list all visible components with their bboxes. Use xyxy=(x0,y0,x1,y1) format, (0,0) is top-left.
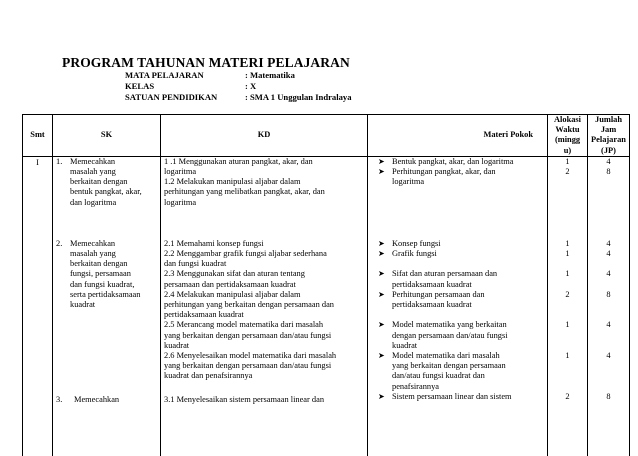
program-table xyxy=(22,114,630,456)
arrow-bullet-icon: ➤ xyxy=(378,350,385,360)
kd-line: 1 .1 Menggunakan aturan pangkat, akar, dan xyxy=(164,156,313,166)
jp-value: 4 xyxy=(606,320,611,330)
jp-value: 4 xyxy=(606,238,611,248)
header-sk: SK xyxy=(53,115,161,157)
arrow-bullet-icon: ➤ xyxy=(378,269,385,279)
sk-block-1 xyxy=(56,157,160,239)
jp-value: 8 xyxy=(606,391,611,401)
arrow-bullet-icon: ➤ xyxy=(378,238,385,248)
materi-line: logaritma xyxy=(392,177,425,187)
alokasi-value: 1 xyxy=(565,248,570,258)
alokasi-value: 1 xyxy=(565,320,570,330)
jp-value: 8 xyxy=(606,167,611,176)
arrow-bullet-icon: ➤ xyxy=(378,289,385,299)
arrow-bullet-icon: ➤ xyxy=(378,167,385,176)
header-line: Pelajaran xyxy=(591,135,626,145)
kd-block-2 xyxy=(164,239,363,395)
kd-line: yang berkaitan dengan persamaan dan/atau fungsi xyxy=(164,361,332,371)
sk-line: bentuk pangkat, akar, xyxy=(70,187,142,197)
sk-line: Memecahkan xyxy=(70,156,116,166)
meta-row-school xyxy=(125,92,352,103)
kd-line: dan fungsi kuadrat xyxy=(164,259,227,269)
header-materi-pokok: Materi Pokok xyxy=(368,115,548,157)
sk-line: masalah yang xyxy=(70,167,116,177)
kd-line: pertidaksamaan kuadrat xyxy=(164,310,244,320)
materi-line: Grafik fungsi xyxy=(392,248,437,258)
jp-value: 4 xyxy=(606,156,611,166)
materi-line: yang berkaitan dengan persamaan xyxy=(392,361,506,371)
sk-line: serta pertidaksamaan xyxy=(70,289,141,299)
kd-line: 2.5 Merancang model matematika dari masalah xyxy=(164,320,324,330)
sk-line: fungsi, persamaan xyxy=(70,269,131,279)
meta-label: SATUAN PENDIDIKAN xyxy=(125,92,218,102)
alokasi-value: 2 xyxy=(565,167,570,176)
materi-line: Sifat dan aturan persamaan dan xyxy=(392,269,498,279)
materi-item xyxy=(378,269,547,289)
meta-label: MATA PELAJARAN xyxy=(125,70,204,80)
kd-line: 2.4 Melakukan manipulasi aljabar dalam xyxy=(164,289,301,299)
page-title: PROGRAM TAHUNAN MATERI PELAJARAN xyxy=(62,55,350,70)
materi-line: Model matematika dari masalah xyxy=(392,350,500,360)
kd-line: 2.2 Menggambar grafik fungsi aljabar sederhana xyxy=(164,249,327,259)
cell-kd xyxy=(161,156,368,456)
materi-item xyxy=(378,320,547,351)
kd-line: persamaan dan pertidaksamaan kuadrat xyxy=(164,279,296,289)
sk-block-2 xyxy=(56,239,160,395)
alokasi-value: 1 xyxy=(565,238,570,248)
materi-line: dengan persamaan dan/atau fungsi xyxy=(392,330,508,340)
materi-line: kuadrat xyxy=(392,340,418,350)
materi-item xyxy=(378,239,547,249)
materi-line: Bentuk pangkat, akar, dan logaritma xyxy=(392,156,514,166)
materi-line: penafsirannya xyxy=(392,381,439,391)
sk-line: berkaitan dengan xyxy=(70,177,128,187)
alokasi-value: 1 xyxy=(565,269,570,279)
materi-line: Sistem persamaan linear dan sistem xyxy=(392,391,512,401)
meta-row-subject xyxy=(125,70,295,81)
cell-alokasi xyxy=(548,156,588,456)
kd-line: 1.2 Melakukan manipulasi aljabar dalam xyxy=(164,177,301,187)
cell-materi-pokok xyxy=(368,156,548,456)
kd-line: logaritma xyxy=(164,197,197,207)
kd-line: kuadrat xyxy=(164,340,190,350)
cell-sk xyxy=(53,156,161,456)
materi-item xyxy=(378,167,547,239)
sk-line: kuadrat xyxy=(70,300,96,310)
kd-line: perhitungan yang melibatkan pangkat, akar, dan xyxy=(164,187,325,197)
header-line: (JP) xyxy=(601,145,616,155)
arrow-bullet-icon: ➤ xyxy=(378,320,385,330)
header-line: Jumlah xyxy=(595,115,622,124)
cell-jumlah-jp xyxy=(588,156,630,456)
sk-line: Memecahkan xyxy=(74,394,120,404)
materi-item xyxy=(378,157,547,167)
materi-line: pertidaksamaan kuadrat xyxy=(392,299,472,309)
sk-line: berkaitan dengan xyxy=(70,259,128,269)
header-line: (mingg xyxy=(554,135,581,145)
arrow-bullet-icon: ➤ xyxy=(378,391,385,401)
alokasi-value: 2 xyxy=(565,289,570,299)
header-line: Alokasi xyxy=(554,115,581,124)
sk-block-3 xyxy=(56,395,160,405)
materi-line: pertidaksamaan kuadrat xyxy=(392,279,472,289)
header-line: Waktu xyxy=(555,125,580,135)
arrow-bullet-icon: ➤ xyxy=(378,248,385,258)
materi-item xyxy=(378,392,547,402)
sk-line: Memecahkan xyxy=(70,238,116,248)
meta-label: KELAS xyxy=(125,81,155,91)
arrow-bullet-icon: ➤ xyxy=(378,156,385,166)
kd-line: 2.6 Menyelesaikan model matematika dari masalah xyxy=(164,351,337,361)
kd-line: 2.3 Menggunakan sifat dan aturan tentang xyxy=(164,269,305,279)
materi-line: Perhitungan pangkat, akar, dan xyxy=(392,167,496,176)
materi-line: Model matematika yang berkaitan xyxy=(392,320,507,330)
sk-line: dan logaritma xyxy=(70,197,117,207)
meta-row-class xyxy=(125,81,256,92)
header-smt: Smt xyxy=(23,115,53,157)
table-row xyxy=(23,156,630,456)
materi-line: dan/atau fungsi kuadrat dan xyxy=(392,371,485,381)
header-alokasi-waktu xyxy=(548,115,588,157)
sk-number: 2. xyxy=(56,238,63,248)
kd-line: perhitungan yang berkaitan dengan persamaan dan xyxy=(164,300,334,310)
kd-line: 3.1 Menyelesaikan sistem persamaan linear dan xyxy=(164,394,325,404)
meta-value: : X xyxy=(245,81,257,91)
materi-item xyxy=(378,249,547,269)
kd-line: kuadrat dan penafsirannya xyxy=(164,371,253,381)
header-kd: KD xyxy=(161,115,368,157)
kd-block-3 xyxy=(164,395,363,405)
meta-value: : Matematika xyxy=(245,70,295,80)
jp-value: 4 xyxy=(606,350,611,360)
sk-number: 1. xyxy=(56,156,63,166)
alokasi-value: 1 xyxy=(565,350,570,360)
meta-value: : SMA 1 Unggulan Indralaya xyxy=(245,92,352,102)
table-header-row xyxy=(23,115,630,157)
materi-line: Konsep fungsi xyxy=(392,238,441,248)
sk-line: masalah yang xyxy=(70,249,116,259)
cell-smt: I xyxy=(23,156,53,456)
materi-item xyxy=(378,290,547,321)
materi-item xyxy=(378,351,547,392)
header-jumlah-jp xyxy=(588,115,630,157)
sk-line: dan fungsi kuadrat, xyxy=(70,279,135,289)
header-line: Jam xyxy=(600,125,617,135)
kd-line: yang berkaitan dengan persamaan dan/atau fungsi xyxy=(164,330,332,340)
kd-block-1 xyxy=(164,157,363,239)
kd-line: logaritma xyxy=(164,167,197,177)
alokasi-value: 1 xyxy=(565,156,570,166)
sk-number: 3. xyxy=(56,394,63,404)
kd-line: 2.1 Memahami konsep fungsi xyxy=(164,238,264,248)
jp-value: 4 xyxy=(606,248,611,258)
alokasi-value: 2 xyxy=(565,391,570,401)
materi-line: Perhitungan persamaan dan xyxy=(392,289,485,299)
jp-value: 4 xyxy=(606,269,611,279)
header-line: u) xyxy=(563,145,572,155)
jp-value: 8 xyxy=(606,289,611,299)
